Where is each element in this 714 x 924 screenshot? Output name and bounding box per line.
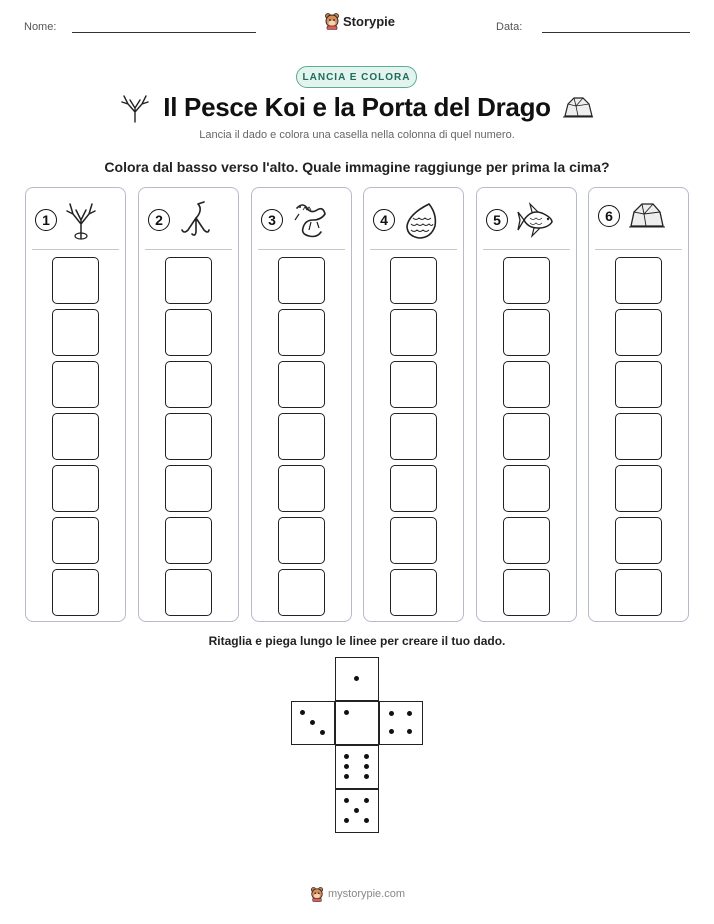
column-divider bbox=[32, 249, 119, 250]
dice-pip bbox=[344, 754, 349, 759]
color-cell[interactable] bbox=[52, 257, 99, 304]
color-cell[interactable] bbox=[165, 257, 212, 304]
color-cell[interactable] bbox=[503, 517, 550, 564]
dice-pip bbox=[364, 754, 369, 759]
color-cell[interactable] bbox=[615, 413, 662, 460]
color-cell[interactable] bbox=[390, 413, 437, 460]
color-cell[interactable] bbox=[52, 413, 99, 460]
dice-pip bbox=[407, 711, 412, 716]
rock-icon bbox=[628, 200, 666, 232]
dice-face-6 bbox=[335, 745, 379, 789]
dice-face-4 bbox=[379, 701, 423, 745]
color-cell[interactable] bbox=[278, 309, 325, 356]
koi-fish-icon bbox=[516, 200, 556, 240]
dice-pip bbox=[300, 710, 305, 715]
footer-url[interactable]: mystorypie.com bbox=[328, 888, 406, 900]
dice-pip bbox=[320, 730, 325, 735]
color-cell[interactable] bbox=[278, 569, 325, 616]
dice-pip bbox=[354, 808, 359, 813]
column-divider bbox=[258, 249, 345, 250]
page-title: Il Pesce Koi e la Porta del Drago bbox=[163, 92, 551, 122]
color-cell[interactable] bbox=[390, 465, 437, 512]
color-cell[interactable] bbox=[503, 569, 550, 616]
name-field[interactable] bbox=[72, 32, 256, 33]
color-cell[interactable] bbox=[390, 257, 437, 304]
dice-pip bbox=[364, 774, 369, 779]
color-cell[interactable] bbox=[165, 309, 212, 356]
dice-face-1 bbox=[335, 701, 379, 745]
color-cell[interactable] bbox=[165, 361, 212, 408]
dice-pip bbox=[364, 818, 369, 823]
color-cell[interactable] bbox=[278, 413, 325, 460]
color-cell[interactable] bbox=[615, 465, 662, 512]
game-instruction: Colora dal basso verso l'alto. Quale immagine raggiunge per prima la cima? bbox=[104, 159, 610, 175]
dice-pip bbox=[354, 676, 359, 681]
dragon-egg-icon bbox=[403, 200, 439, 240]
column-number: 1 bbox=[35, 209, 57, 231]
date-label: Data: bbox=[496, 21, 523, 33]
dice-face-1 bbox=[335, 657, 379, 701]
column-number: 3 bbox=[261, 209, 283, 231]
color-cell[interactable] bbox=[615, 309, 662, 356]
color-cell[interactable] bbox=[52, 309, 99, 356]
color-cell[interactable] bbox=[503, 309, 550, 356]
color-cell[interactable] bbox=[390, 569, 437, 616]
dice-pip bbox=[389, 729, 394, 734]
dice-pip bbox=[310, 720, 315, 725]
storypie-mascot-icon bbox=[324, 12, 340, 30]
brand-name: Storypie bbox=[343, 13, 396, 29]
dice-column-1 bbox=[25, 187, 126, 622]
column-number: 4 bbox=[373, 209, 395, 231]
dice-pip bbox=[389, 711, 394, 716]
color-cell[interactable] bbox=[52, 361, 99, 408]
color-cell[interactable] bbox=[165, 569, 212, 616]
color-cell[interactable] bbox=[503, 413, 550, 460]
color-cell[interactable] bbox=[52, 569, 99, 616]
dragon-claw-icon bbox=[178, 200, 212, 240]
column-divider bbox=[483, 249, 570, 250]
color-cell[interactable] bbox=[278, 257, 325, 304]
dice-pip bbox=[344, 764, 349, 769]
color-cell[interactable] bbox=[390, 361, 437, 408]
column-divider bbox=[145, 249, 232, 250]
color-cell[interactable] bbox=[278, 517, 325, 564]
color-cell[interactable] bbox=[278, 361, 325, 408]
dice-column-6 bbox=[588, 187, 689, 622]
footer bbox=[310, 886, 405, 902]
dice-pip bbox=[407, 729, 412, 734]
color-cell[interactable] bbox=[615, 257, 662, 304]
storypie-mascot-icon bbox=[310, 886, 324, 902]
color-cell[interactable] bbox=[503, 361, 550, 408]
color-cell[interactable] bbox=[165, 465, 212, 512]
color-cell[interactable] bbox=[503, 257, 550, 304]
dice-pip bbox=[364, 798, 369, 803]
dice-pip bbox=[344, 774, 349, 779]
color-cell[interactable] bbox=[52, 465, 99, 512]
dragon-icon bbox=[291, 200, 329, 240]
dice-pip bbox=[344, 710, 349, 715]
column-number: 6 bbox=[598, 205, 620, 227]
dice-face-3 bbox=[291, 701, 335, 745]
brand-logo bbox=[324, 12, 395, 30]
date-field[interactable] bbox=[542, 32, 690, 33]
color-cell[interactable] bbox=[165, 413, 212, 460]
column-divider bbox=[595, 249, 682, 250]
color-cell[interactable] bbox=[615, 569, 662, 616]
dice-pip bbox=[344, 798, 349, 803]
activity-badge: LANCIA E COLORA bbox=[296, 66, 417, 88]
color-cell[interactable] bbox=[390, 517, 437, 564]
dice-pip bbox=[364, 764, 369, 769]
name-label: Nome: bbox=[24, 21, 57, 33]
dice-column-3 bbox=[251, 187, 352, 622]
rock-icon bbox=[562, 94, 594, 120]
dice-pip bbox=[344, 818, 349, 823]
column-number: 2 bbox=[148, 209, 170, 231]
page-subtitle: Lancia il dado e colora una casella nella colonna di quel numero. bbox=[199, 129, 515, 141]
color-cell[interactable] bbox=[615, 517, 662, 564]
dice-face-5 bbox=[335, 789, 379, 833]
color-cell[interactable] bbox=[52, 517, 99, 564]
color-cell[interactable] bbox=[503, 465, 550, 512]
dice-column-2 bbox=[138, 187, 239, 622]
antler-icon bbox=[65, 200, 97, 240]
dice-column-4 bbox=[363, 187, 464, 622]
color-cell[interactable] bbox=[615, 361, 662, 408]
color-cell[interactable] bbox=[390, 309, 437, 356]
column-divider bbox=[370, 249, 457, 250]
dice-column-5 bbox=[476, 187, 577, 622]
color-cell[interactable] bbox=[278, 465, 325, 512]
color-cell[interactable] bbox=[165, 517, 212, 564]
column-number: 5 bbox=[486, 209, 508, 231]
dice-cut-instruction: Ritaglia e piega lungo le linee per creare il tuo dado. bbox=[208, 634, 506, 648]
